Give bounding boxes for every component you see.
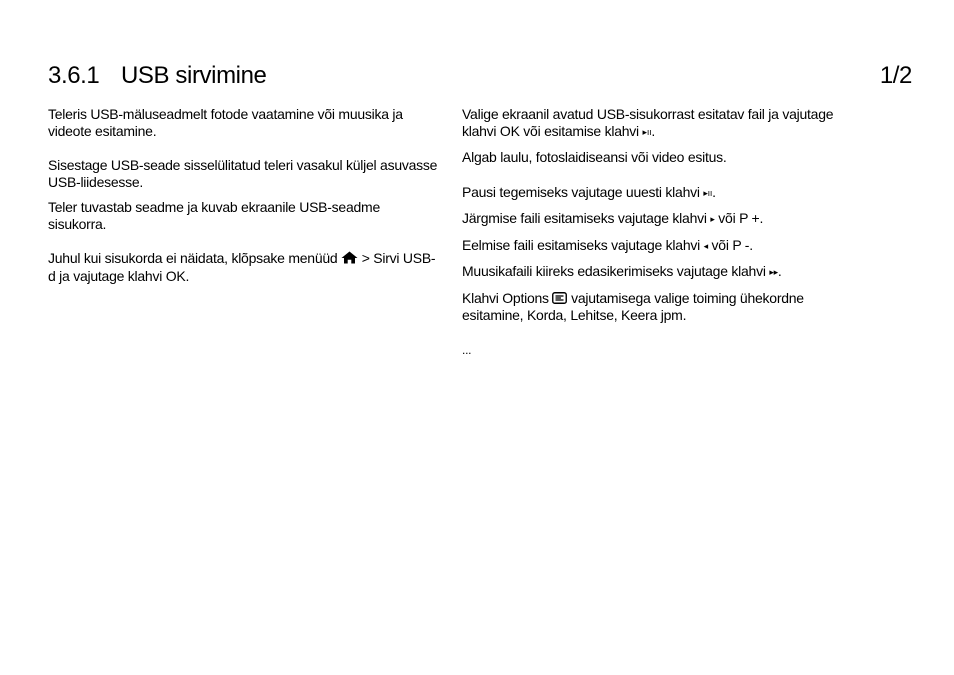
detect-device-text: Teler tuvastab seadme ja kuvab ekraanile USB-seadme sisukorra. xyxy=(48,199,380,232)
page-indicator: 1/2 xyxy=(879,62,912,89)
options-text-after: vajutamisega valige toiming ühekordne esitamine, Korda, Lehitse, Keera jpm. xyxy=(462,289,804,323)
intro-paragraph xyxy=(48,106,440,139)
fast-forward-icon: ▸▸ xyxy=(769,267,778,277)
playback-starts-paragraph xyxy=(462,149,854,166)
next-file-paragraph xyxy=(462,210,854,228)
fast-forward-paragraph xyxy=(462,263,854,281)
next-file-text-after: või P +. xyxy=(718,210,764,226)
pause-text-before: Pausi tegemiseks vajutage uuesti klahvi xyxy=(462,183,700,200)
play-pause-icon: ▸ıı xyxy=(703,187,713,198)
previous-icon: ◂ xyxy=(703,240,708,251)
manual-browse-text-before: Juhul kui sisukorda ei näidata, klõpsake menüüd xyxy=(48,250,338,266)
play-pause-icon: ▸ıı xyxy=(642,126,652,137)
previous-file-text-after: või P -. xyxy=(711,236,753,253)
select-file-text-after: . xyxy=(651,122,655,139)
insert-usb-paragraph xyxy=(48,157,440,190)
pause-paragraph xyxy=(462,184,854,202)
next-icon: ▸ xyxy=(710,214,715,224)
insert-usb-text: Sisestage USB-seade sisselülitatud teleri vasakul küljel asuvasse USB-liidesesse. xyxy=(48,157,438,190)
detect-device-paragraph xyxy=(48,199,440,232)
home-icon xyxy=(341,251,358,268)
options-icon xyxy=(552,291,567,308)
continuation-marker xyxy=(462,342,854,359)
manual-browse-text-after: > Sirvi USB-d ja vajutage klahvi OK. xyxy=(48,250,436,284)
section-number: 3.6.1 xyxy=(48,62,100,89)
previous-file-text-before: Eelmise faili esitamiseks vajutage klahvi xyxy=(462,236,700,253)
page-title: USB sirvimine xyxy=(121,62,267,89)
select-file-paragraph xyxy=(462,106,854,140)
fast-forward-text-after: . xyxy=(777,263,782,279)
right-column xyxy=(462,106,854,358)
intro-text: Teleris USB-mäluseadmelt fotode vaatamine või muusika ja videote esitamine. xyxy=(48,106,403,139)
playback-starts-text: Algab laulu, fotoslaidiseansi või video esitus. xyxy=(462,149,727,165)
pause-text-after: . xyxy=(712,183,716,200)
left-column xyxy=(48,106,440,284)
options-paragraph xyxy=(462,290,854,324)
continuation-text: ... xyxy=(462,342,472,357)
manual-browse-paragraph xyxy=(48,250,440,284)
select-file-text-before: Valige ekraanil avatud USB-sisukorrast esitatav fail ja vajutage klahvi OK või esitamise klahvi xyxy=(462,106,834,139)
page-heading xyxy=(48,61,912,91)
previous-file-paragraph xyxy=(462,237,854,255)
next-file-text-before: Järgmise faili esitamiseks vajutage klahvi xyxy=(462,210,707,226)
fast-forward-text-before: Muusikafaili kiireks edasikerimiseks vajutage klahvi xyxy=(462,263,766,279)
options-text-before: Klahvi Options xyxy=(462,289,549,306)
